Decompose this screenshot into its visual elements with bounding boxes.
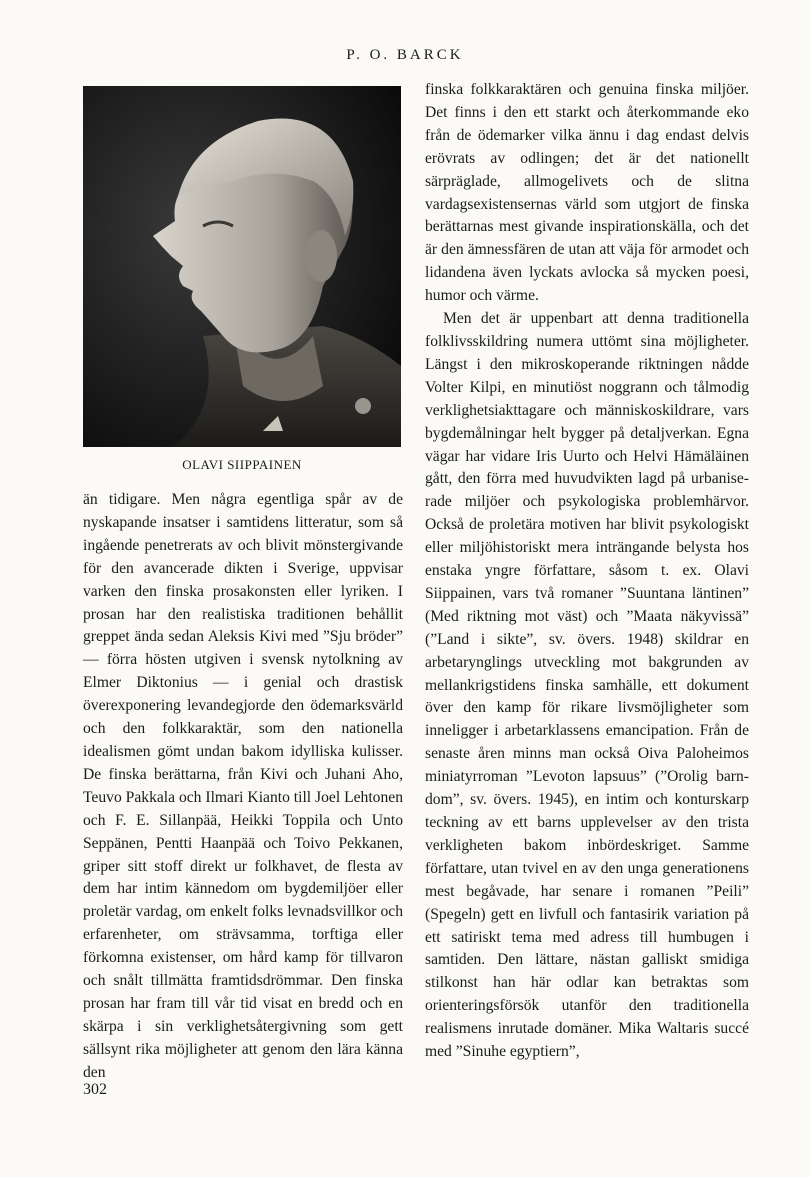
page-number: 302 xyxy=(83,1081,107,1098)
photo-caption: OLAVI SIIPPAINEN xyxy=(182,457,302,472)
portrait-photo xyxy=(83,86,401,447)
right-column xyxy=(425,79,749,1064)
left-column xyxy=(83,489,403,1085)
right-paragraph-1: finska folkkaraktären och genuina finska miljöer. Det finns i den ett starkt och återkommande eko från de ödemarker vilka ännu i dag endast delvis erövrats av odlingen; det är det nationellt särpräglade, allmogelivets och de slitna vardagsexistensernas värld som utgjort de finska berättarnas mest givande inspirationskälla, och det är den ämnessfären de utan att väja för armodet och lidandena även lyckats avlocka så mycken poesi, humor och värme. xyxy=(425,81,749,305)
portrait-image xyxy=(83,86,401,447)
running-header: P. O. BARCK xyxy=(346,47,464,63)
left-paragraph-1: än tidigare. Men några egentliga spår av de nyskapande insatser i samtidens litteratur, som så ingående penetrerats av och blivit mönstergivande för den avancerade dikten i Sverige, uppvisar varken den finska prosakonsten eller lyriken. I prosan har den realistiska traditionen behållit greppet ända sedan Aleksis Kivi med ”Sju bröder” — förra hösten utgiven i svensk nytolkning av Elmer Diktonius — i genial och drastisk överexponering levandegjorde den ödemarksvärld och den folkkaraktär, som den nationella idealismen gömt undan bakom idylliska kulisser. De finska berättarna, från Kivi och Juhani Aho, Teuvo Pakkala och Ilmari Kianto till Joel Lehtonen och F. E. Sillanpää, Heikki Toppila och Unto Seppänen, Pentti Haanpää och Toivo Pekkanen, griper sitt stoff direkt ur folkhavet, de flesta av dem har intim kännedom om bygdemiljöer eller proletär vardag, om enkelt folks levnadsvillkor och erfarenheter, om strävsamma, torftiga eller förkomna existenser, om hård kamp för tillvaron och snålt tillmätta framtidsdrömmar. Den finska prosan har fram till vår tid visat en bredd och en skärpa i sin verklighetsåtergivning som gett sällsynt rika möjligheter att genom den lära känna den xyxy=(83,491,403,1081)
right-paragraph-2: Men det är uppenbart att denna traditionella folklivsskildring numera uttömt sina möjligheter. Längst i den mikroskoperande riktningen nådde Volter Kilpi, en minutiöst noggrann och tålmodig verklighetsiakttagare och människoskildrare, vars bygdemålningar helt bygger på detaljverkan. Egna vägar har vidare Iris Uurto och Helvi Hämäläinen gått, den förra med huvudvikten lagd på urbaniserade miljöer och psykologiska problemhärvor. Också de proletära motiven har blivit psykologiskt eller miljöhistoriskt mera inträngande belysta hos enstaka yngre författare, såsom t. ex. Olavi Siippainen, vars två romaner ”Suuntana läntinen” (Med riktning mot väst) och ”Maata näkyvissä” (”Land i sikte”, sv. övers. 1948) skildrar en arbetarynglings utveckling mot bakgrunden av mellankrigstidens finska samhälle, ett dokument över den kamp för rikare livsmöjligheter som inneligger i arbetarklassens emancipation. Från de senaste åren minns man också Oiva Paloheimos miniatyrroman ”Levoton lapsuus” (”Orolig barndom”, sv. övers. 1945), en intim och konturskarp teckning av ett barns upplevelser av den trista verkligheten bakom inbördeskriget. Samme författare, utan tvivel en av den unga generationens mest begåvade, har senare i romanen ”Peili” (Spegeln) gett en livfull och fantasirik variation på ett satiriskt tema med adress till humbugen i samtiden. Den lättare, nästan galliskt smidiga stilkonst han här odlar kan betraktas som orienteringsförsök utanför den traditionella realismens inrutade domäner. Mika Waltaris succé med ”Sinuhe egyptiern”, xyxy=(425,310,749,1061)
